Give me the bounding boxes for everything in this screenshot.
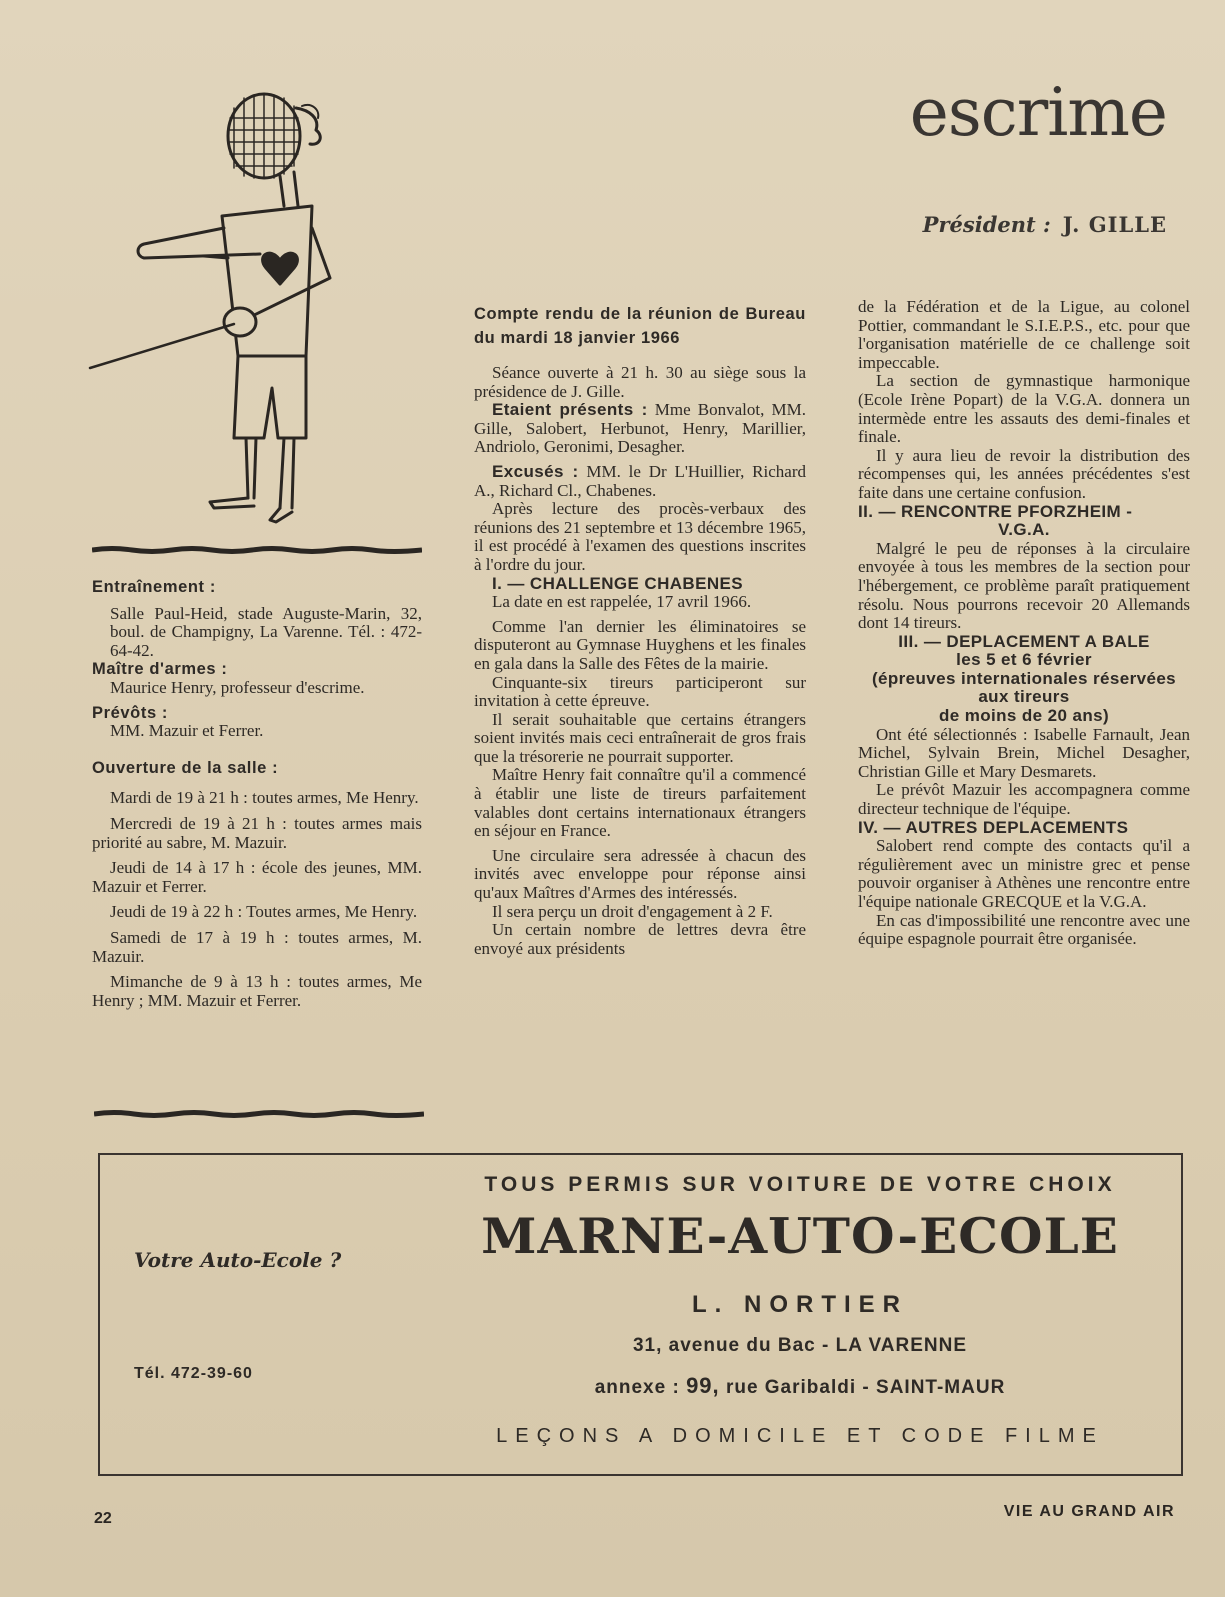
report-paragraph: La section de gymnastique harmonique (Ecole Irène Popart) de la V.G.A. donnera un intermède entre les assauts des demi-finales et finale.: [858, 371, 1190, 447]
training-info-column: [92, 578, 422, 1010]
ad-brand: MARNE-AUTO-ECOLE: [481, 1207, 1119, 1265]
section-heading: I. — CHALLENGE CHABENES: [492, 573, 743, 593]
divider-top: [92, 546, 422, 554]
report-paragraph: Le prévôt Mazuir les accompagnera comme directeur technique de l'équipe.: [858, 780, 1190, 819]
ad-address: 31, avenue du Bac - LA VARENNE: [632, 1335, 968, 1356]
report-paragraph: Cinquante-six tireurs participeront sur invitation à cette épreuve.: [474, 672, 806, 711]
report-paragraph: Séance ouverte à 21 h. 30 au siège sous la présidence de J. Gille.: [474, 363, 806, 401]
report-column-1: [474, 302, 806, 958]
president-label: Président :: [922, 212, 1051, 237]
report-paragraph: [474, 463, 806, 500]
master-text: Maurice Henry, professeur d'escrime.: [110, 677, 365, 697]
section-subheading: les 5 et 6 février: [956, 650, 1092, 670]
report-paragraph: Un certain nombre de lettres devra être envoyé aux présidents: [474, 920, 806, 958]
section-heading: II. — RENCONTRE PFORZHEIM -: [858, 501, 1133, 521]
ad-owner: L. NORTIER: [692, 1291, 908, 1318]
report-paragraph: de la Fédération et de la Ligue, au colonel Pottier, commandant le S.I.E.P.S., etc. pour que l'organisation matérielle de ce challenge soit impeccable.: [858, 297, 1190, 372]
report-paragraph: [474, 401, 806, 457]
training-text: Salle Paul-Heid, stade Auguste-Marin, 32, boul. de Champigny, La Varenne. Tél. : 472-64-42.: [110, 603, 422, 660]
page-number: 22: [94, 1510, 112, 1527]
report-paragraph: La date en est rappelée, 17 avril 1966.: [492, 592, 752, 612]
report-paragraph: Une circulaire sera adressée à chacun des invités avec enveloppe pour réponse ainsi qu'aux Maîtres d'Armes des intéressés.: [474, 845, 806, 903]
schedule-item: Jeudi de 14 à 17 h : école des jeunes, MM. Mazuir et Ferrer.: [92, 858, 422, 896]
ad-question: Votre Auto-Ecole ?: [134, 1248, 342, 1272]
report-paragraph: Maître Henry fait connaître qu'il a commencé à établir une liste de tireurs parfaitement valables dont certains internationaux étrangers en séjour en France.: [474, 765, 806, 841]
schedule-item: Mimanche de 9 à 13 h : toutes armes, Me Henry ; MM. Mazuir et Ferrer.: [92, 972, 422, 1010]
section-heading: IV. — AUTRES DEPLACEMENTS: [858, 817, 1129, 837]
section-subheading: (épreuves internationales réservées aux tireurs: [871, 668, 1177, 707]
report-column-2: [858, 298, 1190, 949]
ad-annexe-label: annexe :: [594, 1377, 680, 1398]
fencer-illustration: [84, 88, 354, 538]
excused-label: Excusés :: [492, 461, 579, 481]
master-heading: Maître d'armes :: [92, 660, 228, 679]
schedule-item: Jeudi de 19 à 22 h : Toutes armes, Me Henry.: [110, 902, 418, 922]
ad-annexe-street: rue Garibaldi - SAINT-MAUR: [725, 1377, 1006, 1398]
report-paragraph: En cas d'impossibilité une rencontre avec une équipe espagnole pourrait être organisée.: [858, 910, 1190, 949]
ad-annexe: [430, 1373, 1170, 1399]
present-text: Mme Bonvalot, MM. Gille, Salobert, Herbunot, Henry, Marillier, Andriolo, Geronimi, Desagher.: [474, 400, 806, 457]
report-paragraph: Il sera perçu un droit d'engagement à 2 F.: [492, 901, 773, 921]
report-paragraph: Salobert rend compte des contacts qu'il a régulièrement avec un ministre grec et pense pouvoir organiser à Athènes une rencontre entre l'équipe nationale GRECQUE et la V.G.A.: [858, 836, 1190, 911]
provosts-text: MM. Mazuir et Ferrer.: [110, 721, 264, 741]
report-paragraph: Malgré le peu de réponses à la circulaire envoyée à tous les membres de la section pour l'hébergement, ce problème paraît pratiquement résolu. Nous pourrons recevoir 20 Allemands dont 14 tireurs.: [858, 538, 1190, 633]
excused-text: MM. le Dr L'Huillier, Richard A., Richard Cl., Chabenes.: [474, 461, 806, 500]
ad-annexe-number: 99,: [686, 1373, 720, 1398]
schedule-item: Mercredi de 19 à 21 h : toutes armes mais priorité au sabre, M. Mazuir.: [92, 813, 422, 852]
section-heading: V.G.A.: [998, 520, 1050, 540]
report-title: Compte rendu de la réunion de Bureau du mardi 18 janvier 1966: [474, 305, 806, 347]
provosts-heading: Prévôts :: [92, 703, 169, 722]
present-label: Etaient présents :: [492, 400, 648, 420]
president-line: [923, 212, 1167, 237]
training-heading: Entraînement :: [92, 578, 216, 596]
section-subheading: de moins de 20 ans): [938, 706, 1110, 726]
ad-lessons: LEÇONS A DOMICILE ET CODE FILME: [496, 1425, 1104, 1447]
report-paragraph: Il serait souhaitable que certains étrangers soient invités mais ceci entraînerait de gros frais que la trésorerie ne pourrait supporter.: [474, 709, 806, 766]
president-name: J. GILLE: [1062, 212, 1167, 237]
magazine-name: VIE AU GRAND AIR: [1003, 1503, 1175, 1520]
ad-phone: Tél. 472-39-60: [134, 1365, 253, 1382]
section-heading: III. — DEPLACEMENT A BALE: [898, 631, 1150, 651]
divider-bottom: [94, 1110, 424, 1118]
schedule-item: Mardi de 19 à 21 h : toutes armes, Me Henry.: [110, 788, 419, 808]
ad-tagline: TOUS PERMIS SUR VOITURE DE VOTRE CHOIX: [484, 1173, 1116, 1196]
report-paragraph: Il y aura lieu de revoir la distribution des récompenses qui, les années précédentes s'est faite dans une certaine confusion.: [858, 445, 1190, 502]
schedule-item: Samedi de 17 à 19 h : toutes armes, M. Mazuir.: [92, 927, 422, 966]
report-paragraph: Ont été sélectionnés : Isabelle Farnault, Jean Michel, Sylvain Brein, Michel Desagher, Christian Gille et Mary Desmarets.: [858, 724, 1190, 781]
report-paragraph: Après lecture des procès-verbaux des réunions des 21 septembre et 13 décembre 1965, il est procédé à l'examen des questions inscrites à l'ordre du jour.: [474, 499, 806, 574]
driving-school-ad: [98, 1153, 1183, 1476]
opening-heading: Ouverture de la salle :: [92, 758, 279, 777]
report-paragraph: Comme l'an dernier les éliminatoires se disputeront au Gymnase Huyghens et les finales en gala dans la Salle des Fêtes de la mairie.: [474, 616, 806, 673]
section-title: escrime: [909, 74, 1167, 151]
